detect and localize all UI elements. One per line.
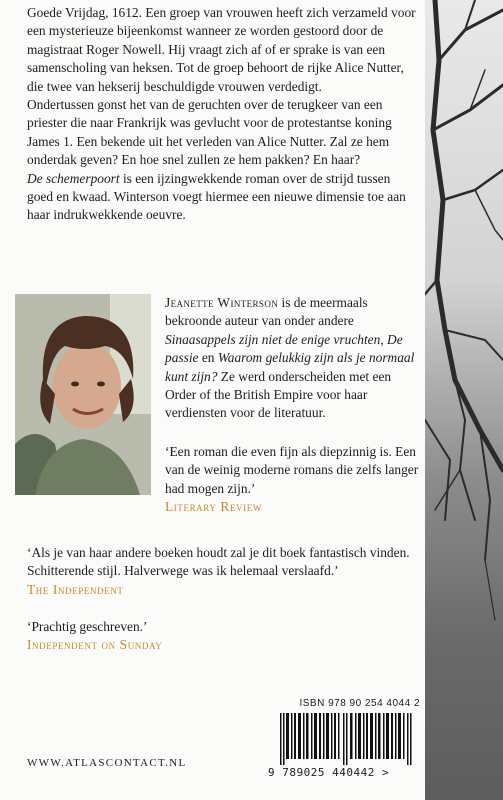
barcode <box>280 713 420 765</box>
book-title: De schemerpoort <box>27 170 120 186</box>
quote-source: Literary Review <box>165 499 262 515</box>
blurb-paragraph-2: Ondertussen gonst het van de geruchten over de terugkeer van een priester die naar Frankrijk was gevlucht voor de protestantse koning James 1. Een bekende uit het verleden van Alice Nutter. Zal ze hem onderdak geven? En hoe snel zullen ze hem pakken? En haar? <box>27 97 392 168</box>
tree-branches-image <box>425 0 503 800</box>
bio-book-title: De passie <box>165 331 403 366</box>
publisher-website: WWW.ATLASCONTACT.NL <box>27 757 187 769</box>
quote-text: ‘Als je van haar andere boeken houdt zal je dit boek fantastisch vinden. Schitterende stijl. Halverwege was ik helemaal verslaafd.’ <box>27 545 410 579</box>
quote-source: Independent on Sunday <box>27 637 163 653</box>
blurb-paragraph-3-text: is een ijzingwekkende roman over de strijd tussen goed en kwaad. Winterson voegt hiermee een nieuwe dimensie toe aan haar indrukwekkende oeuvre. <box>27 170 406 223</box>
book-blurb <box>27 4 419 225</box>
author-photo <box>15 294 151 495</box>
barcode-digits: 9 789025 440442 > <box>268 766 390 779</box>
author-bio <box>165 294 421 423</box>
bio-text: , <box>380 331 388 347</box>
review-quote <box>27 544 419 599</box>
author-name: Jeanette Winterson <box>165 295 279 310</box>
bio-text: Ze werd onderscheiden met een Order of the British Empire voor haar verdiensten voor de literatuur. <box>165 368 392 421</box>
review-quote <box>27 618 419 655</box>
review-quote <box>165 443 421 517</box>
quote-source: The Independent <box>27 581 124 597</box>
bio-text: is de meermaals bekroonde auteur van onder andere <box>165 295 368 329</box>
bio-book-title: Sinaasappels zijn niet de enige vruchten <box>165 331 381 347</box>
bio-book-title: Waarom gelukkig zijn als je normaal kunt zijn? <box>165 350 415 384</box>
quote-text: ‘Een roman die even fijn als diepzinnig is. Een van de weinig moderne romans die zelfs langer had mogen zijn.’ <box>165 444 419 496</box>
isbn-number: ISBN 978 90 254 4044 2 <box>299 698 420 709</box>
quote-text: ‘Prachtig geschreven.’ <box>27 619 148 634</box>
blurb-paragraph-3 <box>27 170 419 225</box>
blurb-paragraph-1: Goede Vrijdag, 1612. Een groep van vrouwen heeft zich verzameld voor een mysterieuze bijeenkomst wanneer ze worden gestoord door de magistraat Roger Nowell. Hij vraagt zich af of er sprake is van een samenscholing van heksen. Tot de groep behoort de rijke Alice Nutter, die twee van hekserij beschuldigde vrouwen verdedigt. <box>27 5 416 94</box>
bio-text: en <box>198 350 218 366</box>
